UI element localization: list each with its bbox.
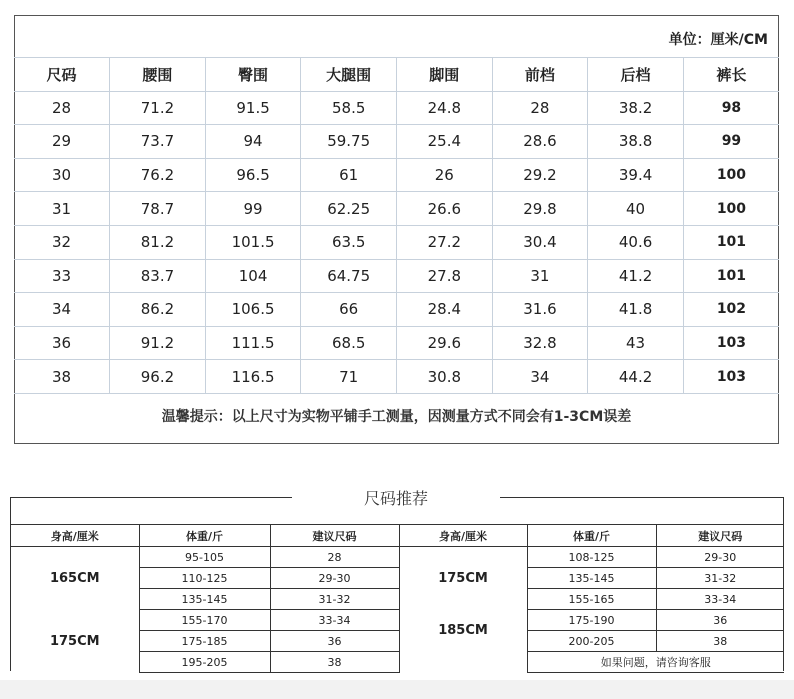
rec-weight-left: 95-105 [139,547,270,568]
size-row [14,293,779,327]
rec-height-left: 165CM [11,547,139,610]
cell-hip: 91.5 [205,91,301,125]
measurement-tip: 温馨提示：以上尺寸为实物平铺手工测量，因测量方式不同会有1-3CM误差 [161,409,632,425]
cell-back-rise: 38.2 [588,91,684,125]
cell-waist: 81.2 [110,225,206,259]
rec-size-right: 33-34 [656,589,784,610]
cell-size: 38 [14,360,110,394]
cell-back-rise: 39.4 [588,158,684,192]
rec-weight-left: 135-145 [139,589,270,610]
cell-thigh: 71 [301,360,397,394]
cell-front-rise: 29.8 [492,192,588,226]
cell-leg-opening: 25.4 [397,125,493,159]
cell-thigh: 58.5 [301,91,397,125]
cell-leg-opening: 27.2 [397,225,493,259]
cell-hip: 101.5 [205,225,301,259]
cell-size: 32 [14,225,110,259]
size-row [14,360,779,394]
rec-header-size-left: 建议尺码 [270,525,399,547]
cell-length: 103 [683,326,779,360]
cell-leg-opening: 28.4 [397,293,493,327]
cell-leg-opening: 27.8 [397,259,493,293]
header-length: 裤长 [683,58,779,92]
cell-length: 102 [683,293,779,327]
rec-size-left: 31-32 [270,589,399,610]
cell-size: 33 [14,259,110,293]
cell-thigh: 66 [301,293,397,327]
cell-hip: 94 [205,125,301,159]
recommendation-header-row [11,525,784,547]
rec-header-size-right: 建议尺码 [656,525,784,547]
cell-leg-opening: 29.6 [397,326,493,360]
cell-size: 36 [14,326,110,360]
cell-length: 100 [683,158,779,192]
rec-empty-cell [399,652,527,673]
cell-hip: 116.5 [205,360,301,394]
rec-size-right: 36 [656,610,784,631]
cell-waist: 73.7 [110,125,206,159]
rec-header-height-right: 身高/厘米 [399,525,527,547]
rec-size-right: 29-30 [656,547,784,568]
cell-length: 98 [683,91,779,125]
rec-height-left: 175CM [11,610,139,673]
cell-front-rise: 32.8 [492,326,588,360]
cell-thigh: 68.5 [301,326,397,360]
rec-weight-left: 155-170 [139,610,270,631]
cell-length: 101 [683,225,779,259]
header-hip: 臀围 [205,58,301,92]
cell-hip: 111.5 [205,326,301,360]
header-size: 尺码 [14,58,110,92]
rec-size-left: 38 [270,652,399,673]
recommendation-title: 尺码推荐 [363,489,428,508]
size-row [14,225,779,259]
header-leg-opening: 脚围 [397,58,493,92]
rec-weight-left: 110-125 [139,568,270,589]
rec-header-weight-right: 体重/斤 [527,525,656,547]
cell-front-rise: 30.4 [492,225,588,259]
rec-header-height-left: 身高/厘米 [11,525,139,547]
unit-label: 单位：厘米/CM [668,32,768,48]
customer-service-note: 如果问题，请咨询客服 [527,652,784,673]
cell-waist: 76.2 [110,158,206,192]
rec-weight-right: 135-145 [527,568,656,589]
cell-hip: 99 [205,192,301,226]
cell-leg-opening: 30.8 [397,360,493,394]
cell-size: 34 [14,293,110,327]
rec-weight-right: 200-205 [527,631,656,652]
cell-hip: 106.5 [205,293,301,327]
rec-size-left: 36 [270,631,399,652]
rec-size-left: 28 [270,547,399,568]
cell-length: 100 [683,192,779,226]
rec-size-left: 29-30 [270,568,399,589]
cell-length: 103 [683,360,779,394]
cell-leg-opening: 24.8 [397,91,493,125]
cell-front-rise: 28 [492,91,588,125]
title-divider-right [500,497,784,498]
rec-header-weight-left: 体重/斤 [139,525,270,547]
rec-row [11,610,784,631]
size-row [14,326,779,360]
header-waist: 腰围 [110,58,206,92]
cell-waist: 78.7 [110,192,206,226]
cell-leg-opening: 26 [397,158,493,192]
header-back-rise: 后档 [588,58,684,92]
cell-back-rise: 40.6 [588,225,684,259]
size-row [14,125,779,159]
cell-back-rise: 43 [588,326,684,360]
cell-back-rise: 40 [588,192,684,226]
rec-height-right: 185CM [399,610,527,652]
size-row [14,192,779,226]
cell-size: 28 [14,91,110,125]
cell-back-rise: 44.2 [588,360,684,394]
cell-front-rise: 31.6 [492,293,588,327]
cell-waist: 91.2 [110,326,206,360]
cell-front-rise: 28.6 [492,125,588,159]
cell-size: 30 [14,158,110,192]
header-thigh: 大腿围 [301,58,397,92]
rec-size-left: 33-34 [270,610,399,631]
rec-weight-left: 195-205 [139,652,270,673]
rec-weight-left: 175-185 [139,631,270,652]
cell-waist: 83.7 [110,259,206,293]
cell-hip: 104 [205,259,301,293]
title-divider-left [10,497,292,498]
rec-weight-right: 155-165 [527,589,656,610]
cell-front-rise: 29.2 [492,158,588,192]
rec-size-right: 38 [656,631,784,652]
size-row [14,158,779,192]
size-chart-header-row [14,58,779,92]
rec-weight-right: 175-190 [527,610,656,631]
cell-thigh: 63.5 [301,225,397,259]
cell-waist: 86.2 [110,293,206,327]
cell-front-rise: 31 [492,259,588,293]
cell-size: 31 [14,192,110,226]
size-chart-table [14,57,779,394]
recommendation-table [11,524,784,673]
cell-waist: 96.2 [110,360,206,394]
size-row [14,259,779,293]
cell-waist: 71.2 [110,91,206,125]
cell-length: 101 [683,259,779,293]
cell-thigh: 62.25 [301,192,397,226]
bottom-strip [0,680,794,699]
rec-height-right: 175CM [399,547,527,610]
cell-back-rise: 38.8 [588,125,684,159]
cell-thigh: 64.75 [301,259,397,293]
rec-size-right: 31-32 [656,568,784,589]
size-row [14,91,779,125]
cell-back-rise: 41.8 [588,293,684,327]
cell-thigh: 59.75 [301,125,397,159]
rec-weight-right: 108-125 [527,547,656,568]
cell-length: 99 [683,125,779,159]
cell-size: 29 [14,125,110,159]
cell-back-rise: 41.2 [588,259,684,293]
cell-hip: 96.5 [205,158,301,192]
cell-leg-opening: 26.6 [397,192,493,226]
rec-row [11,547,784,568]
cell-front-rise: 34 [492,360,588,394]
cell-thigh: 61 [301,158,397,192]
header-front-rise: 前档 [492,58,588,92]
